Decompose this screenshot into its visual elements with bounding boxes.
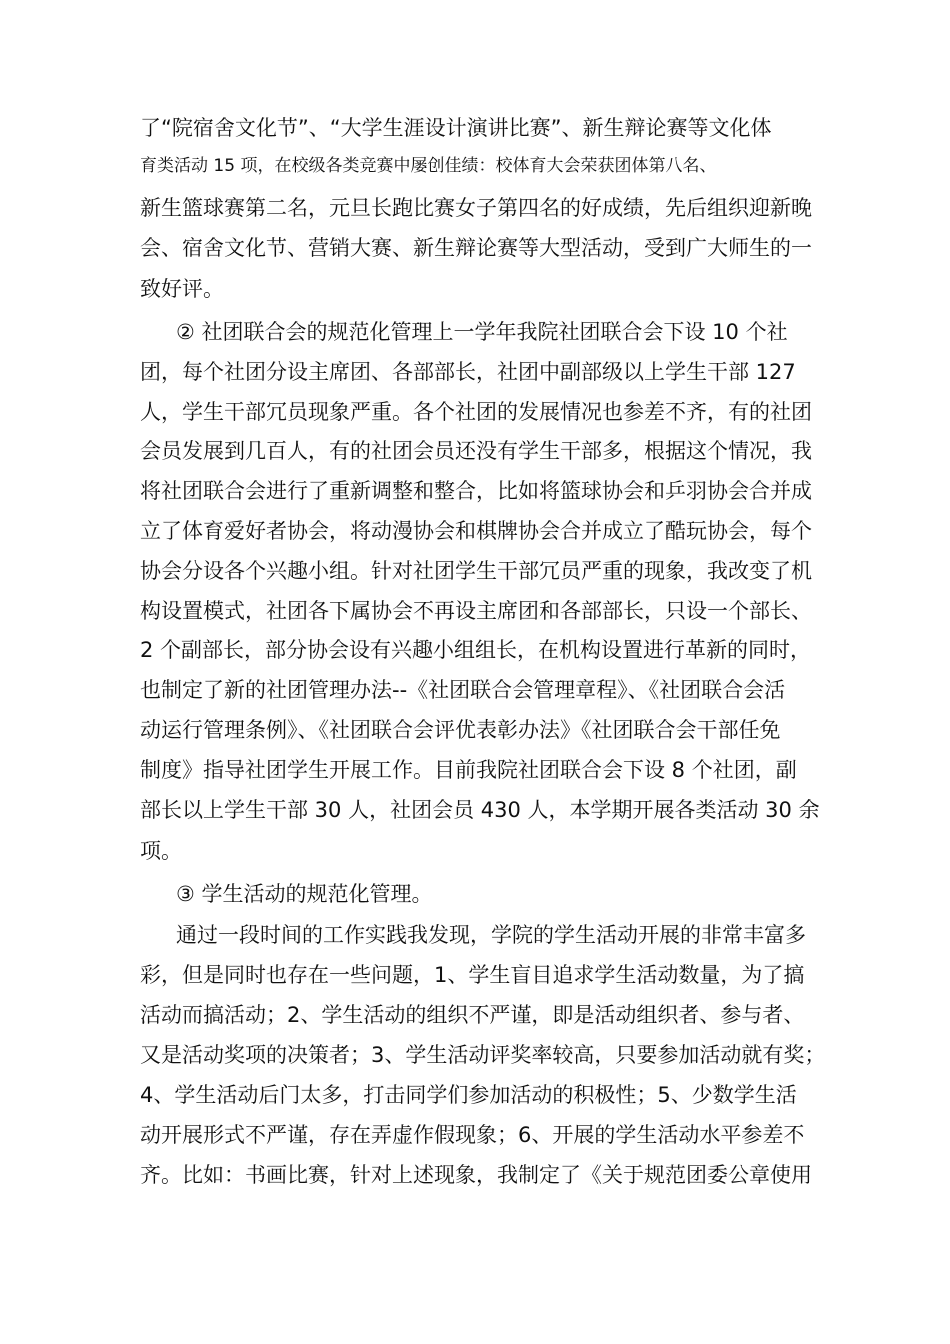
text-line: 新生篮球赛第二名，元旦长跑比赛女子第四名的好成绩，先后组织迎新晚 bbox=[140, 196, 812, 220]
text-line: 育类活动 15 项，在校级各类竞赛中屡创佳绩：校体育大会荣获团体第八名、 bbox=[140, 156, 717, 176]
text-line: 部长以上学生干部 30 人，社团会员 430 人，本学期开展各类活动 30 余 bbox=[140, 798, 820, 822]
text-line: 团，每个社团分设主席团、各部部长，社团中副部级以上学生干部 127 bbox=[140, 360, 796, 384]
text-line: 又是活动奖项的决策者；3、学生活动评奖率较高，只要参加活动就有奖； bbox=[140, 1043, 826, 1067]
text-line: 动开展形式不严谨，存在弄虚作假现象；6、开展的学生活动水平参差不 bbox=[140, 1123, 805, 1147]
text-line: 活动而搞活动；2、学生活动的组织不严谨，即是活动组织者、参与者、 bbox=[140, 1003, 805, 1027]
text-line: 通过一段时间的工作实践我发现，学院的学生活动开展的非常丰富多 bbox=[176, 923, 806, 947]
text-line: 2 个副部长，部分协会设有兴趣小组组长，在机构设置进行革新的同时， bbox=[140, 638, 812, 662]
text-line: 也制定了新的社团管理办法--《社团联合会管理章程》、《社团联合会活 bbox=[140, 678, 786, 702]
text-line: ② 社团联合会的规范化管理上一学年我院社团联合会下设 10 个社 bbox=[176, 320, 788, 344]
text-line: 制度》指导社团学生开展工作。目前我院社团联合会下设 8 个社团，副 bbox=[140, 758, 797, 782]
text-line: 将社团联合会进行了重新调整和整合，比如将篮球协会和乒羽协会合并成 bbox=[140, 479, 812, 503]
text-line: 立了体育爱好者协会，将动漫协会和棋牌协会合并成立了酷玩协会，每个 bbox=[140, 519, 812, 543]
text-line: 会、宿舍文化节、营销大赛、新生辩论赛等大型活动，受到广大师生的一 bbox=[140, 236, 812, 260]
text-line: ③ 学生活动的规范化管理。 bbox=[176, 882, 433, 906]
text-line: 了“院宿舍文化节”、“大学生涯设计演讲比赛”、新生辩论赛等文化体 bbox=[140, 116, 772, 140]
text-line: 动运行管理条例》、《社团联合会评优表彰办法》《社团联合会干部任免 bbox=[140, 718, 781, 742]
text-line: 人，学生干部冗员现象严重。各个社团的发展情况也参差不齐，有的社团 bbox=[140, 400, 812, 424]
text-line: 协会分设各个兴趣小组。针对社团学生干部冗员严重的现象，我改变了机 bbox=[140, 559, 812, 583]
text-line: 4、学生活动后门太多，打击同学们参加活动的积极性；5、少数学生活 bbox=[140, 1083, 797, 1107]
text-line: 致好评。 bbox=[140, 277, 224, 301]
text-line: 构设置模式，社团各下属协会不再设主席团和各部部长，只设一个部长、 bbox=[140, 599, 812, 623]
text-line: 项。 bbox=[140, 839, 182, 863]
text-line: 齐。比如：书画比赛，针对上述现象，我制定了《关于规范团委公章使用 bbox=[140, 1163, 812, 1187]
text-line: 彩，但是同时也存在一些问题，1、学生盲目追求学生活动数量，为了搞 bbox=[140, 963, 805, 987]
text-line: 会员发展到几百人，有的社团会员还没有学生干部多，根据这个情况，我 bbox=[140, 439, 812, 463]
